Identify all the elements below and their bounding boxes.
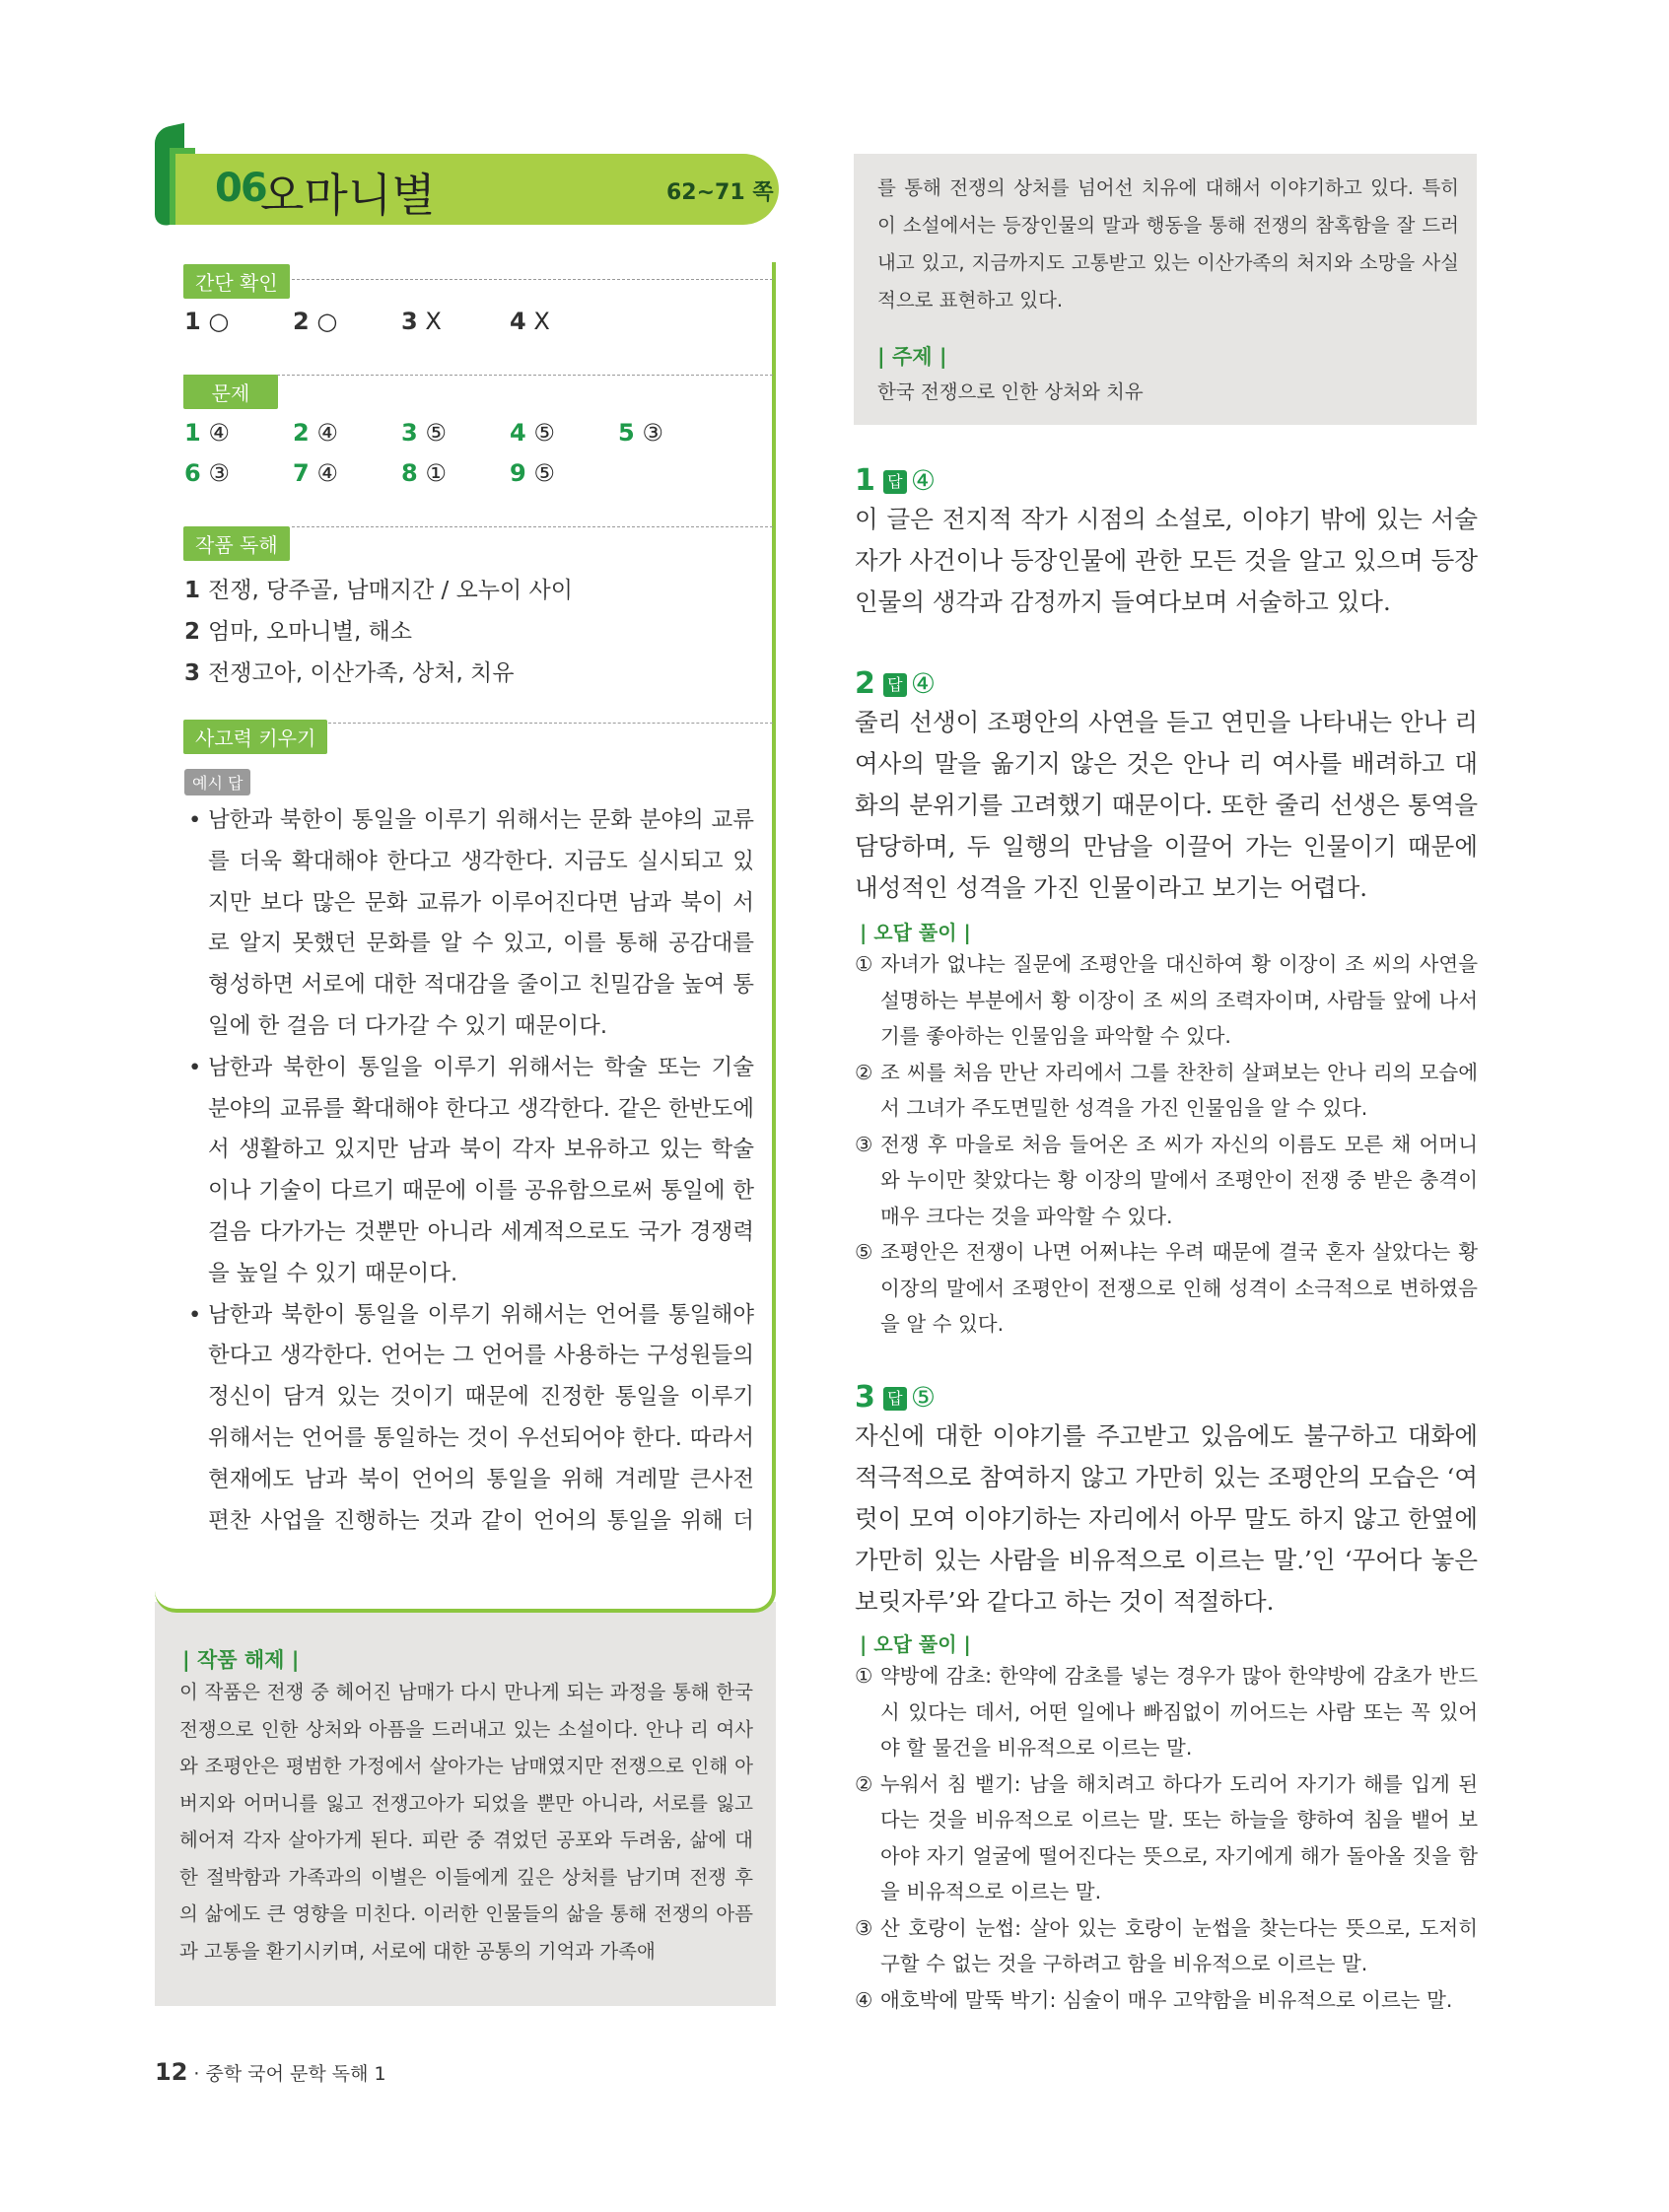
question-1-heading: 1 답 ④ xyxy=(855,463,936,498)
book-title: · 중학 국어 문학 독해 1 xyxy=(193,2063,386,2085)
quick-check-item: 1 ○ xyxy=(184,308,230,335)
option-explanation: ③ 산 호랑이 눈썹: 살아 있는 호랑이 눈썹을 찾는다는 뜻으로, 도저히 구할 수 없는 것을 구하려고 함을 비유적으로 이르는 말. xyxy=(855,1915,1478,1975)
option-explanation: ① 약방에 감초: 한약에 감초를 넣는 경우가 많아 한약방에 감초가 반드시 있다는 데서, 어떤 일에나 빠짐없이 끼어드는 사람 또는 꼭 있어야 할 물건을 비유적으로 이르는 말. xyxy=(855,1664,1478,1760)
thinking-bullet: • 남한과 북한이 통일을 이루기 위해서는 언어를 통일해야 한다고 생각한다. 언어는 그 언어를 사용하는 구성원들의 정신이 담겨 있는 것이기 때문에 진정한 통일을 이루기 위해서는 언어를 통일하는 것이 우선되어야 한다. 따라서 현재에도 남과 북이 언어의 통일을 위해 겨레말 큰사전 편찬 사업을 진행하는 것과 같이 언어의 통일을 위해 더 xyxy=(184,1295,754,1584)
problem-answer: 1 ④ xyxy=(184,419,230,447)
reading-line: 2 엄마, 오마니별, 해소 xyxy=(184,619,413,645)
thinking-label: 사고력 키우기 xyxy=(183,720,327,754)
quick-check-item: 4 X xyxy=(510,308,550,335)
quick-check-answers xyxy=(184,308,618,335)
lesson-number: 06 xyxy=(215,166,266,211)
answer-box-bottom xyxy=(155,1538,776,1613)
example-answer-badge: 예시 답 xyxy=(184,769,250,795)
quick-check-label: 간단 확인 xyxy=(183,264,290,299)
option-explanation: ① 자녀가 없냐는 질문에 조평안을 대신하여 황 이장이 조 씨의 사연을 설명하는 부분에서 황 이장이 조 씨의 조력자이며, 사람들 앞에 나서기를 좋아하는 인물임을 파악할 수 있다. xyxy=(855,952,1478,1048)
theme-text: 한국 전쟁으로 인한 상처와 치유 xyxy=(877,380,1144,403)
reading-line: 3 전쟁고아, 이산가족, 상처, 치유 xyxy=(184,660,515,686)
question-2-options xyxy=(855,946,1478,1343)
question-3-explanation: 자신에 대한 이야기를 주고받고 있음에도 불구하고 대화에 적극적으로 참여하지 않고 가만히 있는 조평안의 모습은 ‘여럿이 모여 이야기하는 자리에서 아무 말도 하지 않고 한옆에 가만히 있는 사람을 비유적으로 이르는 말.’인 ‘꾸어다 놓은 보릿자루’와 같다고 하는 것이 적절하다. xyxy=(855,1421,1478,1616)
thinking-bullet: • 남한과 북한이 통일을 이루기 위해서는 문화 분야의 교류를 더욱 확대해야 한다고 생각한다. 지금도 실시되고 있지만 보다 많은 문화 교류가 이루어진다면 남과 북이 서로 알지 못했던 문화를 알 수 있고, 이를 통해 공감대를 형성하면 서로에 대한 적대감을 줄이고 친밀감을 높여 통일에 한 걸음 더 다가갈 수 있기 때문이다. xyxy=(184,800,754,1048)
divider xyxy=(292,526,773,527)
thinking-answers xyxy=(184,800,754,1583)
lesson-title: 오마니별 xyxy=(260,169,436,222)
commentary-text: 이 작품은 전쟁 중 헤어진 남매가 다시 만나게 되는 과정을 통해 한국 전쟁으로 인한 상처와 아픔을 드러내고 있는 소설이다. 안나 리 여사와 조평안은 평범한 가정에서 살아가는 남매였지만 전쟁으로 인해 아버지와 어머니를 잃고 전쟁고아가 되었을 뿐만 아니라, 서로를 잃고 헤어져 각자 살아가게 된다. 피란 중 겪었던 공포와 두려움, 삶에 대한 절박함과 가족과의 이별은 이들에게 깊은 상처를 남기며 전쟁 후의 삶에도 큰 영향을 미친다. 이러한 인물들의 삶을 통해 전쟁의 아픔과 고통을 환기시키며, 서로에 대한 공통의 기억과 가족애 xyxy=(179,1681,753,1963)
commentary-heading: | 작품 해제 | xyxy=(182,1648,300,1672)
problem-answer: 4 ⑤ xyxy=(510,419,555,447)
problem-answer: 8 ① xyxy=(401,459,447,487)
reading-line: 1 전쟁, 당주골, 남매지간 / 오누이 사이 xyxy=(184,578,573,603)
answer-tag: 답 xyxy=(883,673,907,697)
question-2-heading: 2 답 ④ xyxy=(855,666,936,701)
commentary-continued-text: 를 통해 전쟁의 상처를 넘어선 치유에 대해서 이야기하고 있다. 특히 이 소설에서는 등장인물의 말과 행동을 통해 전쟁의 참혹함을 잘 드러내고 있고, 지금까지도 고통받고 있는 이산가족의 처지와 소망을 사실적으로 표현하고 있다. xyxy=(877,176,1459,311)
question-2-wrong-heading: | 오답 풀이 | xyxy=(860,921,971,944)
page-number: 12 xyxy=(155,2058,188,2086)
theme-heading: | 주제 | xyxy=(877,345,947,369)
page-range: 62~71 쪽 xyxy=(666,180,774,205)
problem-answer: 2 ④ xyxy=(293,419,338,447)
option-explanation: ⑤ 조평안은 전쟁이 나면 어쩌냐는 우려 때문에 결국 혼자 살았다는 황 이장의 말에서 조평안이 전쟁으로 인해 성격이 소극적으로 변하였음을 알 수 있다. xyxy=(855,1240,1478,1336)
question-3-heading: 3 답 ⑤ xyxy=(855,1380,936,1415)
page-footer xyxy=(155,2058,386,2086)
option-explanation: ③ 전쟁 후 마을로 처음 들어온 조 씨가 자신의 이름도 모른 채 어머니와 누이만 찾았다는 황 이장의 말에서 조평안이 전쟁 중 받은 충격이 매우 크다는 것을 파악할 수 있다. xyxy=(855,1132,1478,1228)
problem-answer: 9 ⑤ xyxy=(510,459,555,487)
reading-label: 작품 독해 xyxy=(183,526,290,561)
problem-answer: 3 ⑤ xyxy=(401,419,447,447)
answer-tag: 답 xyxy=(883,1387,907,1411)
option-explanation: ② 누워서 침 뱉기: 남을 해치려고 하다가 도리어 자기가 해를 입게 된다는 것을 비유적으로 이르는 말. 또는 하늘을 향하여 침을 뱉어 보아야 자기 얼굴에 떨어진다는 뜻으로, 자기에게 해가 돌아올 짓을 함을 비유적으로 이르는 말. xyxy=(855,1771,1478,1903)
option-explanation: ② 조 씨를 처음 만난 자리에서 그를 찬찬히 살펴보는 안나 리의 모습에서 그녀가 주도면밀한 성격을 가진 인물임을 알 수 있다. xyxy=(855,1060,1478,1120)
question-3-wrong-heading: | 오답 풀이 | xyxy=(860,1632,971,1656)
divider xyxy=(292,279,773,280)
problems-label: 문제 xyxy=(183,375,278,409)
quick-check-item: 2 ○ xyxy=(293,308,338,335)
quick-check-item: 3 X xyxy=(401,308,442,335)
divider xyxy=(323,723,773,724)
problems-row-2 xyxy=(184,459,618,487)
problem-answer: 7 ④ xyxy=(293,459,338,487)
problem-answer: 6 ③ xyxy=(184,459,230,487)
question-2-explanation: 줄리 선생이 조평안의 사연을 듣고 연민을 나타내는 안나 리 여사의 말을 옮기지 않은 것은 안나 리 여사를 배려하고 대화의 분위기를 고려했기 때문이다. 또한 줄리 선생은 통역을 담당하며, 두 일행의 만남을 이끌어 가는 인물이기 때문에 내성적인 성격을 가진 인물이라고 보기는 어렵다. xyxy=(855,708,1478,902)
question-1-explanation: 이 글은 전지적 작가 시점의 소설로, 이야기 밖에 있는 서술자가 사건이나 등장인물에 관한 모든 것을 알고 있으며 등장인물의 생각과 감정까지 들여다보며 서술하고 있다. xyxy=(855,505,1478,616)
answer-tag: 답 xyxy=(883,470,907,494)
thinking-bullet: • 남한과 북한이 통일을 이루기 위해서는 학술 또는 기술 분야의 교류를 확대해야 한다고 생각한다. 같은 한반도에서 생활하고 있지만 남과 북이 각자 보유하고 있는 학술이나 기술이 다르기 때문에 이를 공유함으로써 통일에 한 걸음 다가가는 것뿐만 아니라 세계적으로도 국가 경쟁력을 높일 수 있기 때문이다. xyxy=(184,1048,754,1295)
problem-answer: 5 ③ xyxy=(618,419,663,447)
problems-row-1 xyxy=(184,419,727,447)
question-3-options xyxy=(855,1658,1478,2018)
option-explanation: ④ 애호박에 말뚝 박기: 심술이 매우 고약함을 비유적으로 이르는 말. xyxy=(855,1987,1453,2012)
